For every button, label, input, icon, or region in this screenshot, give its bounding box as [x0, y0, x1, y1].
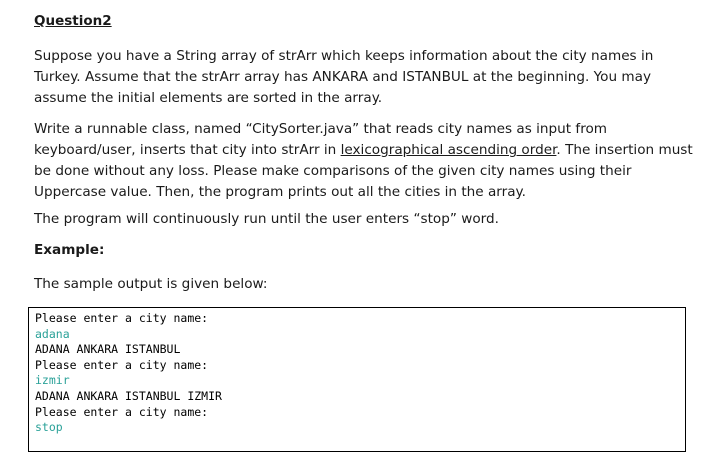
console-line: ADANA ANKARA ISTANBUL IZMIR [35, 388, 222, 403]
stop-condition-text: The program will continuously run until the user enters “stop” word. [34, 211, 499, 227]
question-heading: Question2 [34, 13, 112, 29]
problem-description: Suppose you have a String array of strArr which keeps information about the city names in Turkey. Assume that the strArr array has ANKARA and ISTANBUL at the beginning. You may assume the initial elements are sorted in the array. [34, 48, 654, 106]
console-line: Please enter a city name: [35, 404, 209, 419]
underlined-term: lexicographical ascending order [340, 142, 557, 158]
sample-output-box [28, 307, 686, 452]
console-input-line: stop [35, 420, 63, 435]
console-input-line: izmir [35, 373, 70, 388]
console-line: Please enter a city name: [35, 311, 209, 325]
console-input-line: adana [35, 326, 70, 341]
console-line: Please enter a city name: [35, 357, 209, 372]
console-line: ADANA ANKARA ISTANBUL [35, 342, 181, 357]
task-text-start: Write a runnable class, named “CitySorter.java” that reads city names as input from keyboard/user, inserts that city into strArr in [34, 121, 608, 158]
task-description [34, 119, 694, 203]
task-text-end: . The insertion must be done without any loss. Please make comparisons of the given city names using their Uppercase value. Then, the program prints out all the cities in the array. [34, 142, 693, 200]
example-label: Example: [34, 242, 105, 258]
sample-output-intro: The sample output is given below: [34, 276, 268, 292]
